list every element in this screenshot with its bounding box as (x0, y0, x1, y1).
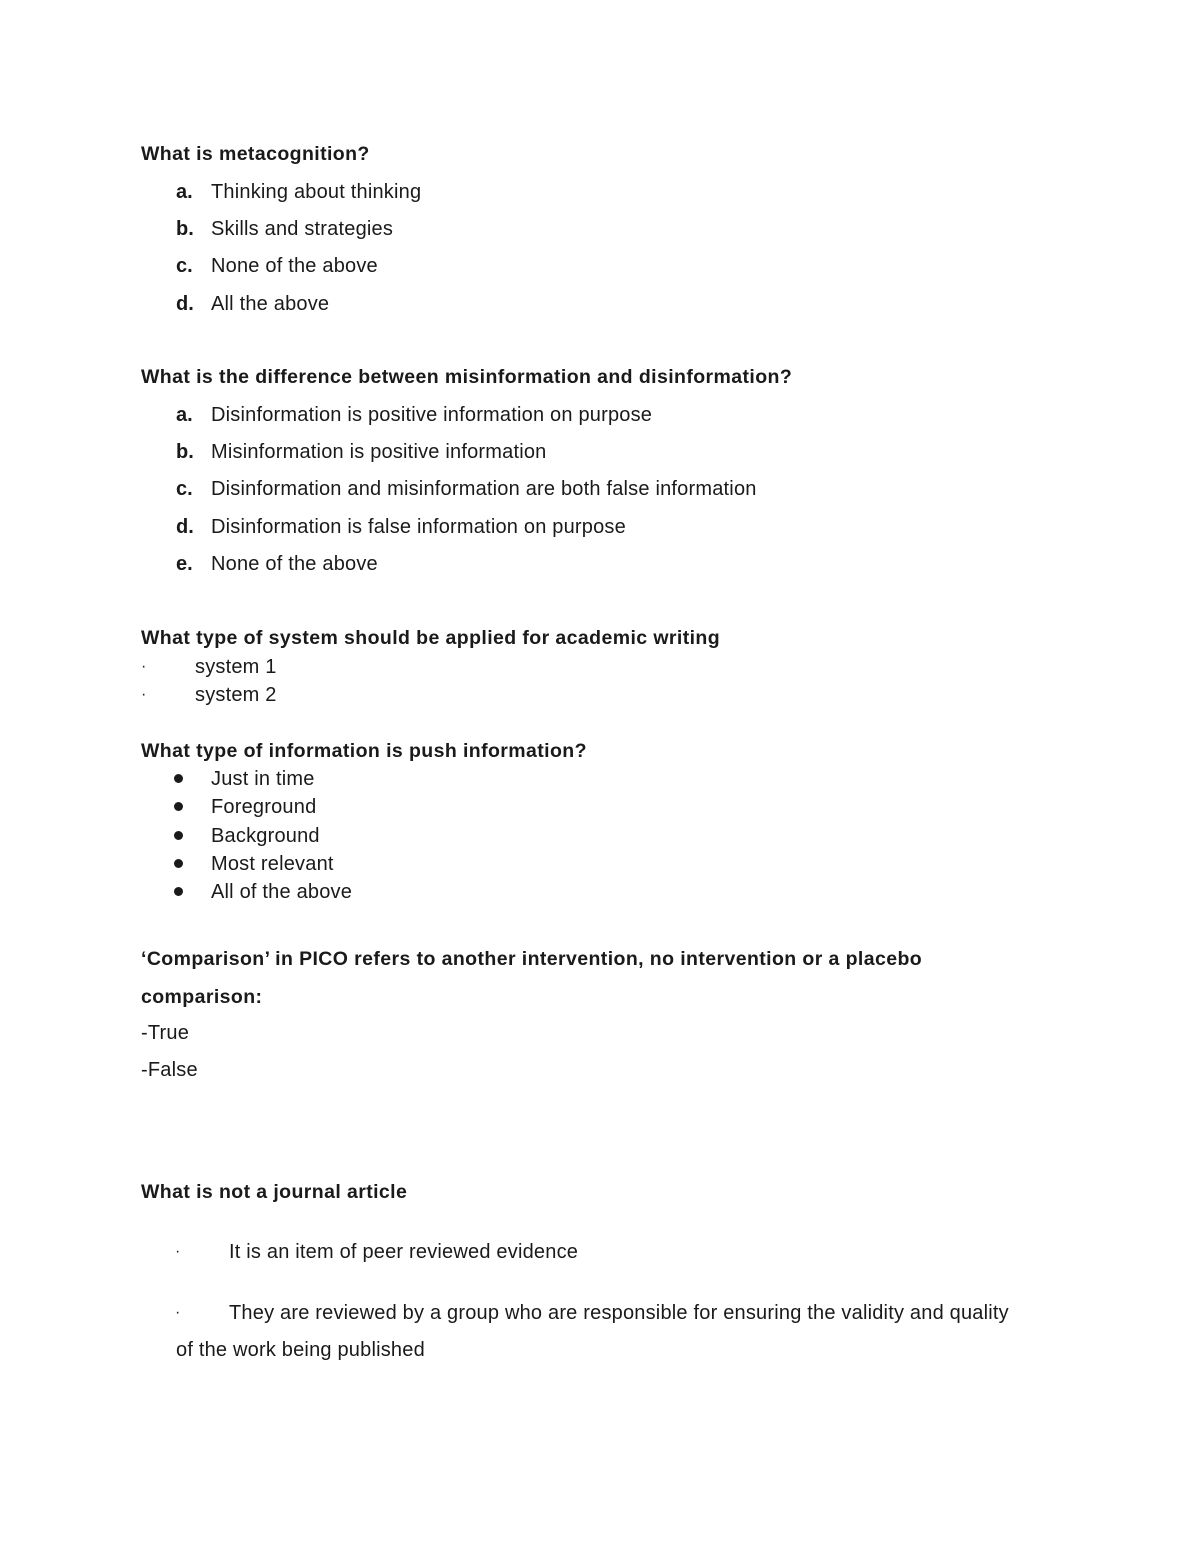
option-text: Just in time (211, 768, 315, 790)
option-label: a. (176, 404, 193, 426)
question-6-title: What is not a journal article (141, 1181, 408, 1203)
option-text: All of the above (211, 881, 353, 903)
option-text: Disinformation is false information on purpose (211, 516, 626, 538)
bullet-icon (174, 859, 183, 868)
option-text: Disinformation is positive information on purpose (211, 404, 653, 426)
question-4-title: What type of information is push information? (141, 740, 587, 762)
bullet-icon (174, 831, 183, 840)
option-text: None of the above (211, 255, 378, 277)
option-label: b. (176, 218, 194, 240)
option-text: system 1 (195, 656, 277, 678)
question-5-title-line1: ‘Comparison’ in PICO refers to another intervention, no intervention or a placebo (141, 948, 923, 970)
option-text: They are reviewed by a group who are responsible for ensuring the validity and quality (229, 1302, 1009, 1324)
bullet-icon (174, 887, 183, 896)
option-text: Thinking about thinking (211, 181, 422, 203)
question-3-title: What type of system should be applied for academic writing (141, 627, 721, 649)
option-text: Background (211, 825, 320, 847)
bullet-icon (174, 802, 183, 811)
middot-icon: · (141, 658, 147, 675)
bullet-icon (174, 774, 183, 783)
option-text: -False (141, 1059, 198, 1081)
option-label: c. (176, 478, 193, 500)
question-2-title: What is the difference between misinformation and disinformation? (141, 366, 793, 388)
option-label: b. (176, 441, 194, 463)
option-label: e. (176, 553, 193, 575)
question-5-title-line2: comparison: (141, 986, 263, 1008)
option-text: Most relevant (211, 853, 334, 875)
option-text: Misinformation is positive information (211, 441, 547, 463)
option-text: -True (141, 1022, 190, 1044)
question-1-title: What is metacognition? (141, 143, 370, 165)
option-text: Disinformation and misinformation are both false information (211, 478, 757, 500)
option-label: a. (176, 181, 193, 203)
option-text: Skills and strategies (211, 218, 394, 240)
option-text-continued: of the work being published (176, 1339, 425, 1361)
option-text: Foreground (211, 796, 317, 818)
middot-icon: · (175, 1243, 181, 1260)
middot-icon: · (175, 1304, 181, 1321)
option-text: It is an item of peer reviewed evidence (229, 1241, 579, 1263)
option-label: d. (176, 516, 194, 538)
option-text: All the above (211, 293, 330, 315)
option-text: None of the above (211, 553, 378, 575)
option-label: c. (176, 255, 193, 277)
option-text: system 2 (195, 684, 277, 706)
middot-icon: · (141, 686, 147, 703)
option-label: d. (176, 293, 194, 315)
